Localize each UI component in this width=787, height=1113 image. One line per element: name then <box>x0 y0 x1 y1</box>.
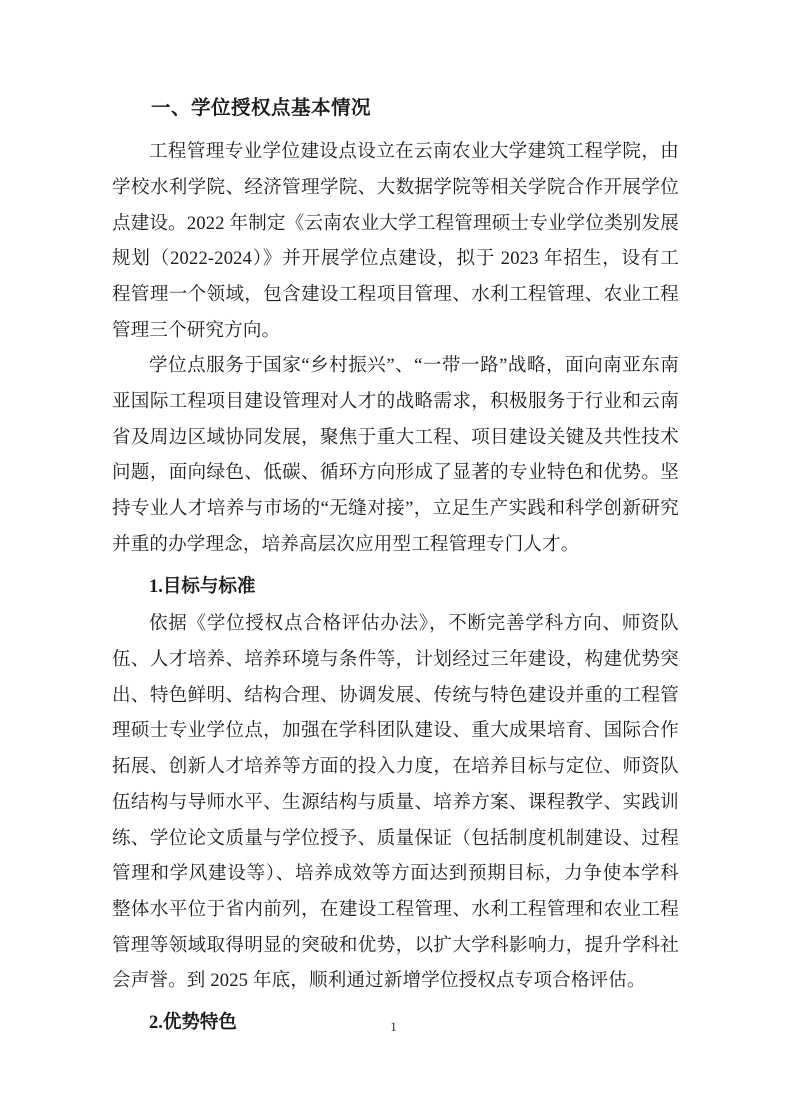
section-heading: 一、学位授权点基本情况 <box>151 98 372 119</box>
sub-heading-goals-and-standards: 1.目标与标准 <box>149 576 256 597</box>
paragraph-1: 工程管理专业学位建设点设立在云南农业大学建筑工程学院，由学校水利学院、经济管理学院、大数据学院等相关学院合作开展学位点建设。2022 年制定《云南农业大学工程管理硕士专业学位类别发展规划（2022-2024）》并开展学位点建设，拟于 2023 年招生，设有工程管理一个领域，包含建设工程项目管理、水利工程管理、农业工程管理三个研究方向。 <box>112 142 679 341</box>
page-number: 1 <box>390 1019 397 1034</box>
paragraph-3: 依据《学位授权点合格评估办法》，不断完善学科方向、师资队伍、人才培养、培养环境与条件等，计划经过三年建设，构建优势突出、特色鲜明、结构合理、协调发展、传统与特色建设并重的工程管理硕士专业学位点，加强在学科团队建设、重大成果培育、国际合作拓展、创新人才培养等方面的投入力度，在培养目标与定位、师资队伍结构与导师水平、生源结构与质量、培养方案、课程教学、实践训练、学位论文质量与学位授予、质量保证（包括制度机制建设、过程管理和学风建设等）、培养成效等方面达到预期目标，力争使本学科整体水平位于省内前列，在建设工程管理、水利工程管理和农业工程管理等领域取得明显的突破和优势，以扩大学科影响力，提升学科社会声誉。到 2025 年底，顺利通过新增学位授权点专项合格评估。 <box>112 614 679 992</box>
paragraph-2: 学位点服务于国家“乡村振兴”、“一带一路”战略，面向南亚东南亚国际工程项目建设管理对人才的战略需求，积极服务于行业和云南省及周边区域协同发展，聚焦于重大工程、项目建设关键及共性技术问题，面向绿色、低碳、循环方向形成了显著的专业特色和优势。坚持专业人才培养与市场的“无缝对接”，立足生产实践和科学创新研究并重的办学理念，培养高层次应用型工程管理专门人才。 <box>112 356 679 555</box>
sub-heading-advantages-and-features: 2.优势特色 <box>149 1013 237 1034</box>
document-body <box>112 92 679 1042</box>
